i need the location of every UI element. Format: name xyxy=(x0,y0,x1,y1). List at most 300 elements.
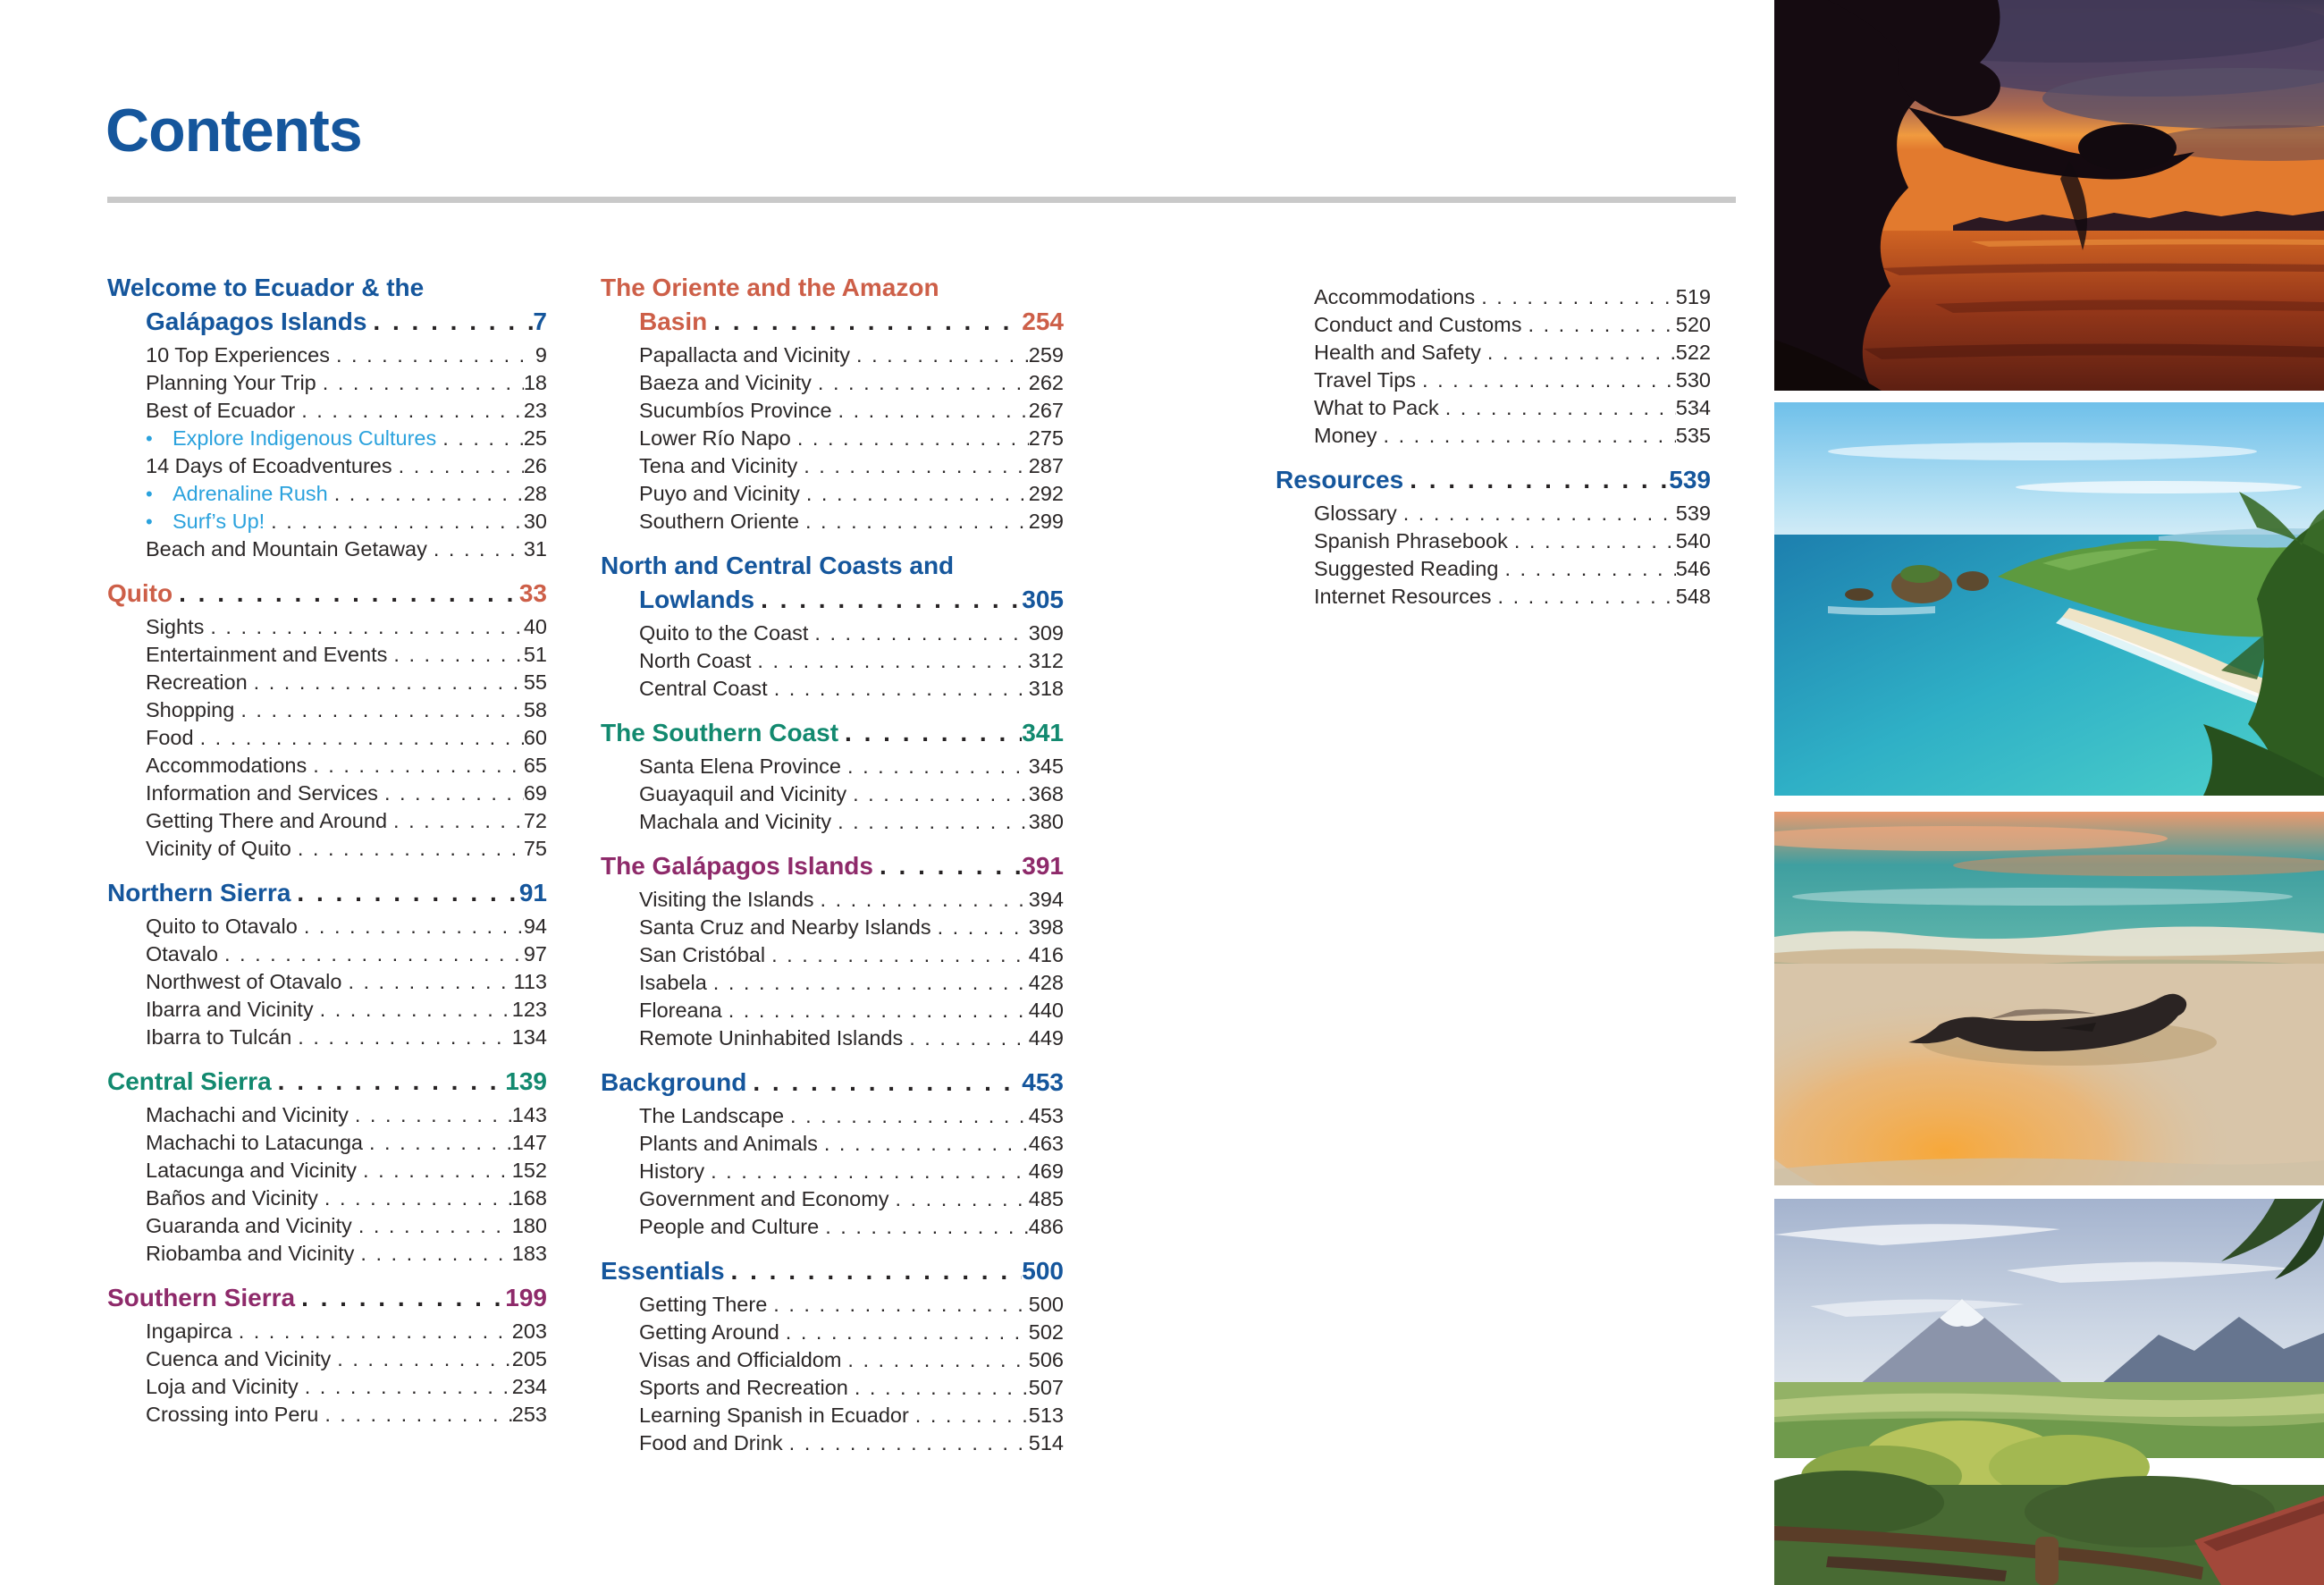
section-heading-line[interactable] xyxy=(107,876,547,910)
dot-leader xyxy=(1522,311,1676,339)
section-heading-line[interactable] xyxy=(107,1065,547,1099)
toc-entry[interactable] xyxy=(107,1024,547,1051)
section-title: Galápagos Islands xyxy=(146,308,367,335)
dot-leader xyxy=(272,1065,506,1099)
entry-label: Guaranda and Vicinity xyxy=(146,1214,352,1237)
toc-entry[interactable] xyxy=(601,753,1064,780)
toc-entry[interactable] xyxy=(601,1429,1064,1457)
dot-leader xyxy=(799,508,1029,535)
dot-leader xyxy=(725,1254,1023,1288)
entry-label: Information and Services xyxy=(146,781,378,805)
entry-label: Accommodations xyxy=(146,754,307,777)
dot-leader xyxy=(295,1281,505,1315)
section-heading-line[interactable] xyxy=(601,583,1064,617)
section-heading-line[interactable] xyxy=(107,305,547,339)
section-page-number: 91 xyxy=(518,879,547,906)
toc-entry[interactable] xyxy=(107,397,547,425)
section-heading xyxy=(107,577,547,611)
toc-entry[interactable] xyxy=(107,1401,547,1429)
dot-leader xyxy=(704,1158,1029,1185)
entry-page-number: 514 xyxy=(1028,1431,1064,1454)
toc-entry[interactable] xyxy=(601,647,1064,675)
entry-page-number: 9 xyxy=(535,343,547,367)
toc-section xyxy=(1276,463,1711,611)
section-title: Quito xyxy=(107,579,173,607)
entry-label: Beach and Mountain Getaway xyxy=(146,537,427,561)
entry-label: Quito to the Coast xyxy=(639,621,809,645)
toc-entry[interactable] xyxy=(601,1402,1064,1429)
toc-entry[interactable] xyxy=(107,535,547,563)
section-title: Resources xyxy=(1276,466,1404,493)
title-divider-rule xyxy=(107,197,1736,203)
toc-entry[interactable] xyxy=(601,997,1064,1024)
entry-label: Baños and Vicinity xyxy=(146,1186,318,1210)
dot-leader xyxy=(318,1185,512,1212)
section-heading-line[interactable] xyxy=(601,549,1064,583)
toc-entry[interactable] xyxy=(107,641,547,669)
section-heading-line[interactable] xyxy=(107,271,547,305)
toc-entry[interactable] xyxy=(601,452,1064,480)
toc-entry[interactable] xyxy=(601,369,1064,397)
entry-label: Spanish Phrasebook xyxy=(1314,529,1508,552)
section-page-number: 199 xyxy=(505,1284,547,1311)
dot-leader xyxy=(784,1102,1029,1130)
dot-leader xyxy=(931,914,1029,941)
toc-entry[interactable] xyxy=(601,1319,1064,1346)
section-heading xyxy=(601,716,1064,750)
entry-page-number: 203 xyxy=(511,1319,547,1343)
toc-entry[interactable] xyxy=(107,452,547,480)
section-title: The Southern Coast xyxy=(601,719,839,746)
toc-entry[interactable] xyxy=(601,969,1064,997)
toc-entry[interactable] xyxy=(107,669,547,696)
toc-entry[interactable] xyxy=(601,1291,1064,1319)
section-title: Essentials xyxy=(601,1257,725,1285)
entry-page-number: 60 xyxy=(523,726,547,749)
entry-label: Money xyxy=(1314,424,1377,447)
section-title: Southern Sierra xyxy=(107,1284,296,1311)
toc-entry[interactable] xyxy=(107,341,547,369)
dot-leader xyxy=(768,675,1029,703)
toc-section xyxy=(107,1281,547,1429)
entry-label: Remote Uninhabited Islands xyxy=(639,1026,904,1050)
entry-page-number: 180 xyxy=(511,1214,547,1237)
dot-leader xyxy=(841,1346,1028,1374)
entry-label: Southern Oriente xyxy=(639,510,799,533)
section-page-number: 33 xyxy=(518,579,547,607)
dot-leader xyxy=(436,425,524,452)
entry-page-number: 267 xyxy=(1028,399,1064,422)
toc-entry[interactable] xyxy=(1276,555,1711,583)
section-heading-line[interactable] xyxy=(601,716,1064,750)
entry-label: Travel Tips xyxy=(1314,368,1417,392)
section-heading xyxy=(601,549,1064,617)
dot-leader xyxy=(378,780,524,807)
toc-entry[interactable] xyxy=(601,1130,1064,1158)
dot-leader xyxy=(808,620,1028,647)
dot-leader xyxy=(387,807,524,835)
dot-leader xyxy=(387,641,523,669)
dot-leader xyxy=(903,1024,1029,1052)
dot-leader xyxy=(316,369,524,397)
dot-leader xyxy=(848,1374,1029,1402)
section-heading-line[interactable] xyxy=(1276,463,1711,497)
toc-entry[interactable] xyxy=(601,1346,1064,1374)
toc-section xyxy=(107,271,547,563)
section-page-number: 305 xyxy=(1022,586,1064,613)
entry-page-number: 380 xyxy=(1028,810,1064,833)
dot-leader xyxy=(352,1212,512,1240)
entry-label: Glossary xyxy=(1314,502,1397,525)
dot-leader xyxy=(722,997,1029,1024)
toc-entry[interactable] xyxy=(107,1129,547,1157)
dot-leader xyxy=(831,808,1029,836)
section-heading xyxy=(107,876,547,910)
entry-label: San Cristóbal xyxy=(639,943,766,966)
entry-label: Guayaquil and Vicinity xyxy=(639,782,847,805)
dot-leader xyxy=(814,886,1029,914)
entry-page-number: 30 xyxy=(523,510,547,533)
entry-page-number: 25 xyxy=(523,426,547,450)
dot-leader xyxy=(754,583,1022,617)
entry-page-number: 205 xyxy=(511,1347,547,1370)
toc-section xyxy=(107,876,547,1051)
toc-entry[interactable] xyxy=(601,1024,1064,1052)
toc-entry[interactable] xyxy=(107,968,547,996)
entry-label: Floreana xyxy=(639,999,722,1022)
dot-leader xyxy=(889,1185,1029,1213)
entry-page-number: 345 xyxy=(1028,755,1064,778)
dot-leader xyxy=(832,397,1029,425)
toc-entry[interactable] xyxy=(601,341,1064,369)
toc-entry[interactable] xyxy=(107,940,547,968)
toc-entry[interactable] xyxy=(601,1213,1064,1241)
entry-label: Learning Spanish in Ecuador xyxy=(639,1404,909,1427)
dot-leader xyxy=(318,1401,511,1429)
toc-entry[interactable] xyxy=(601,808,1064,836)
entry-page-number: 113 xyxy=(513,970,547,993)
toc-entry[interactable] xyxy=(601,480,1064,508)
dot-leader xyxy=(812,369,1029,397)
entry-label: Getting There and Around xyxy=(146,809,388,832)
toc-column-2 xyxy=(601,271,1064,1471)
entry-page-number: 540 xyxy=(1675,529,1711,552)
section-title: Background xyxy=(601,1068,747,1096)
entry-label: Adrenaline Rush xyxy=(173,482,328,505)
entry-page-number: 65 xyxy=(523,754,547,777)
toc-entry[interactable] xyxy=(107,696,547,724)
entry-label: Surf’s Up! xyxy=(173,510,265,533)
toc-entry[interactable] xyxy=(107,752,547,780)
section-heading xyxy=(107,271,547,339)
dot-leader xyxy=(783,1429,1029,1457)
page-title: Contents xyxy=(105,97,362,164)
entry-page-number: 147 xyxy=(511,1131,547,1154)
toc-entry[interactable] xyxy=(107,508,547,535)
toc-entry[interactable] xyxy=(1276,283,1711,311)
toc-section xyxy=(601,849,1064,1052)
entry-page-number: 548 xyxy=(1675,585,1711,608)
toc-entry[interactable] xyxy=(107,1345,547,1373)
dot-leader xyxy=(427,535,524,563)
section-title: The Galápagos Islands xyxy=(601,852,873,880)
section-heading-line[interactable] xyxy=(601,305,1064,339)
toc-entry[interactable] xyxy=(107,1212,547,1240)
entry-page-number: 40 xyxy=(523,615,547,638)
entry-label: Latacunga and Vicinity xyxy=(146,1159,358,1182)
dot-leader xyxy=(1416,367,1676,394)
entry-page-number: 519 xyxy=(1675,285,1711,308)
dot-leader xyxy=(1492,583,1676,611)
entry-label: Vicinity of Quito xyxy=(146,837,291,860)
toc-entry[interactable] xyxy=(601,397,1064,425)
section-heading xyxy=(107,1281,547,1315)
dot-leader xyxy=(330,341,535,369)
toc-entry[interactable] xyxy=(107,724,547,752)
toc-entry[interactable] xyxy=(107,913,547,940)
entry-page-number: 500 xyxy=(1028,1293,1064,1316)
entry-page-number: 292 xyxy=(1028,482,1064,505)
entry-label: Loja and Vicinity xyxy=(146,1375,299,1398)
toc-entry[interactable] xyxy=(1276,311,1711,339)
dot-leader xyxy=(797,452,1029,480)
section-heading xyxy=(601,271,1064,339)
toc-entry[interactable] xyxy=(107,1318,547,1345)
entry-page-number: 368 xyxy=(1028,782,1064,805)
section-heading xyxy=(601,849,1064,883)
entry-label: Northwest of Otavalo xyxy=(146,970,342,993)
dot-leader xyxy=(779,1319,1029,1346)
entry-page-number: 287 xyxy=(1028,454,1064,477)
dot-leader xyxy=(707,969,1029,997)
dot-leader xyxy=(298,913,524,940)
entry-page-number: 253 xyxy=(511,1403,547,1426)
section-title: Northern Sierra xyxy=(107,879,291,906)
entry-label: Santa Elena Province xyxy=(639,755,842,778)
entry-page-number: 168 xyxy=(511,1186,547,1210)
toc-entry[interactable] xyxy=(601,508,1064,535)
dot-leader xyxy=(328,480,524,508)
entry-page-number: 75 xyxy=(523,837,547,860)
dot-leader xyxy=(1377,422,1676,450)
toc-entry[interactable] xyxy=(107,807,547,835)
toc-section xyxy=(601,1066,1064,1241)
toc-entry[interactable] xyxy=(1276,527,1711,555)
dot-leader xyxy=(765,941,1029,969)
toc-section xyxy=(601,549,1064,703)
dot-leader xyxy=(392,452,524,480)
bullet-icon: • xyxy=(146,427,153,450)
toc-column-3 xyxy=(1276,271,1711,624)
toc-entry[interactable] xyxy=(1276,394,1711,422)
dot-leader xyxy=(1397,500,1676,527)
toc-entry[interactable] xyxy=(107,1240,547,1268)
dot-leader xyxy=(314,996,512,1024)
dot-leader xyxy=(791,425,1029,452)
entry-label: Ingapirca xyxy=(146,1319,232,1343)
toc-entry[interactable] xyxy=(107,613,547,641)
entry-page-number: 69 xyxy=(523,781,547,805)
entry-page-number: 134 xyxy=(511,1025,547,1049)
entry-label: Food and Drink xyxy=(639,1431,783,1454)
dot-leader xyxy=(331,1345,512,1373)
section-heading xyxy=(1276,463,1711,497)
entry-label: Accommodations xyxy=(1314,285,1476,308)
toc-entry[interactable] xyxy=(601,941,1064,969)
entry-page-number: 58 xyxy=(523,698,547,721)
entry-page-number: 312 xyxy=(1028,649,1064,672)
toc-entry[interactable] xyxy=(601,886,1064,914)
section-heading xyxy=(601,1254,1064,1288)
section-heading-line[interactable] xyxy=(107,1281,547,1315)
dot-leader xyxy=(841,753,1029,780)
entry-page-number: 234 xyxy=(511,1375,547,1398)
entry-label: Otavalo xyxy=(146,942,218,965)
entry-label: Food xyxy=(146,726,194,749)
dot-leader xyxy=(818,1130,1029,1158)
dot-leader xyxy=(1475,283,1676,311)
section-title: Central Sierra xyxy=(107,1067,272,1095)
entry-page-number: 275 xyxy=(1028,426,1064,450)
toc-entry[interactable] xyxy=(107,996,547,1024)
dot-leader xyxy=(341,968,513,996)
section-heading xyxy=(107,1065,547,1099)
section-title: North and Central Coasts and xyxy=(601,552,955,579)
toc-entry[interactable] xyxy=(1276,367,1711,394)
toc-entry[interactable] xyxy=(601,1158,1064,1185)
section-heading-line[interactable] xyxy=(601,271,1064,305)
entry-page-number: 502 xyxy=(1028,1320,1064,1344)
entry-page-number: 123 xyxy=(511,998,547,1021)
entry-label: Lower Río Napo xyxy=(639,426,791,450)
entry-page-number: 152 xyxy=(511,1159,547,1182)
entry-page-number: 469 xyxy=(1028,1159,1064,1183)
toc-entry[interactable] xyxy=(1276,422,1711,450)
toc-entry[interactable] xyxy=(107,1185,547,1212)
entry-label: Suggested Reading xyxy=(1314,557,1499,580)
dot-leader xyxy=(194,724,524,752)
toc-entry[interactable] xyxy=(601,675,1064,703)
toc-entry[interactable] xyxy=(601,1374,1064,1402)
dot-leader xyxy=(1498,555,1675,583)
entry-label: Ibarra to Tulcán xyxy=(146,1025,292,1049)
entry-label: Getting There xyxy=(639,1293,768,1316)
section-title: Welcome to Ecuador & the xyxy=(107,274,425,301)
toc-entry[interactable] xyxy=(107,1157,547,1185)
toc-entry[interactable] xyxy=(107,369,547,397)
dot-leader xyxy=(1481,339,1676,367)
entry-label: Internet Resources xyxy=(1314,585,1492,608)
dot-leader xyxy=(909,1402,1029,1429)
section-page-number: 254 xyxy=(1022,308,1064,335)
entry-label: People and Culture xyxy=(639,1215,820,1238)
toc-entry[interactable] xyxy=(107,780,547,807)
entry-label: Machachi to Latacunga xyxy=(146,1131,363,1154)
toc-entry[interactable] xyxy=(1276,583,1711,611)
dot-leader xyxy=(299,1373,512,1401)
toc-entry[interactable] xyxy=(601,914,1064,941)
dot-leader xyxy=(173,577,519,611)
entry-label: Sucumbíos Province xyxy=(639,399,832,422)
entry-label: Papallacta and Vicinity xyxy=(639,343,851,367)
entry-page-number: 23 xyxy=(523,399,547,422)
toc-entry[interactable] xyxy=(1276,500,1711,527)
toc-section xyxy=(107,577,547,863)
entry-label: Puyo and Vicinity xyxy=(639,482,800,505)
toc-entry[interactable] xyxy=(1276,339,1711,367)
toc-entry[interactable] xyxy=(601,425,1064,452)
toc-entry[interactable] xyxy=(107,480,547,508)
entry-label: Health and Safety xyxy=(1314,341,1481,364)
toc-section xyxy=(601,271,1064,535)
entry-label: North Coast xyxy=(639,649,752,672)
toc-entry[interactable] xyxy=(107,1373,547,1401)
section-heading-line[interactable] xyxy=(601,849,1064,883)
entry-page-number: 520 xyxy=(1675,313,1711,336)
entry-page-number: 55 xyxy=(523,670,547,694)
coastal-beach-headland-photo xyxy=(1774,402,2324,796)
entry-label: 14 Days of Ecoadventures xyxy=(146,454,392,477)
toc-entry[interactable] xyxy=(601,620,1064,647)
section-heading-line[interactable] xyxy=(601,1066,1064,1100)
entry-page-number: 299 xyxy=(1028,510,1064,533)
toc-entry[interactable] xyxy=(107,1101,547,1129)
entry-label: Crossing into Peru xyxy=(146,1403,319,1426)
section-page-number: 391 xyxy=(1022,852,1064,880)
section-heading-line[interactable] xyxy=(601,1254,1064,1288)
section-page-number: 500 xyxy=(1022,1257,1064,1285)
section-page-number: 341 xyxy=(1022,719,1064,746)
entry-label: Planning Your Trip xyxy=(146,371,316,394)
dot-leader xyxy=(767,1291,1029,1319)
entry-label: Baeza and Vicinity xyxy=(639,371,812,394)
entry-label: The Landscape xyxy=(639,1104,785,1127)
entry-label: 10 Top Experiences xyxy=(146,343,330,367)
entry-label: Shopping xyxy=(146,698,235,721)
entry-page-number: 463 xyxy=(1028,1132,1064,1155)
dot-leader xyxy=(746,1066,1022,1100)
dot-leader xyxy=(850,341,1029,369)
entry-label: Visiting the Islands xyxy=(639,888,814,911)
dot-leader xyxy=(1508,527,1676,555)
dot-leader xyxy=(295,397,524,425)
entry-page-number: 506 xyxy=(1028,1348,1064,1371)
toc-entry[interactable] xyxy=(601,1185,1064,1213)
entry-label: Government and Economy xyxy=(639,1187,889,1210)
entry-page-number: 398 xyxy=(1028,915,1064,939)
entry-page-number: 449 xyxy=(1028,1026,1064,1050)
entry-label: Visas and Officialdom xyxy=(639,1348,842,1371)
dot-leader xyxy=(248,669,524,696)
toc-entry[interactable] xyxy=(107,425,547,452)
toc-entry[interactable] xyxy=(107,835,547,863)
dot-leader xyxy=(349,1101,512,1129)
dot-leader xyxy=(800,480,1029,508)
section-page-number: 453 xyxy=(1022,1068,1064,1096)
entry-label: History xyxy=(639,1159,705,1183)
amazon-river-sunset-photo xyxy=(1774,0,2324,391)
entry-page-number: 534 xyxy=(1675,396,1711,419)
section-heading-line[interactable] xyxy=(107,577,547,611)
entry-page-number: 539 xyxy=(1675,502,1711,525)
entry-page-number: 522 xyxy=(1675,341,1711,364)
toc-entry[interactable] xyxy=(601,1102,1064,1130)
section-page-number: 7 xyxy=(533,308,547,335)
dot-leader xyxy=(846,780,1029,808)
entry-page-number: 94 xyxy=(523,915,547,938)
entry-page-number: 31 xyxy=(523,537,547,561)
toc-entry[interactable] xyxy=(601,780,1064,808)
